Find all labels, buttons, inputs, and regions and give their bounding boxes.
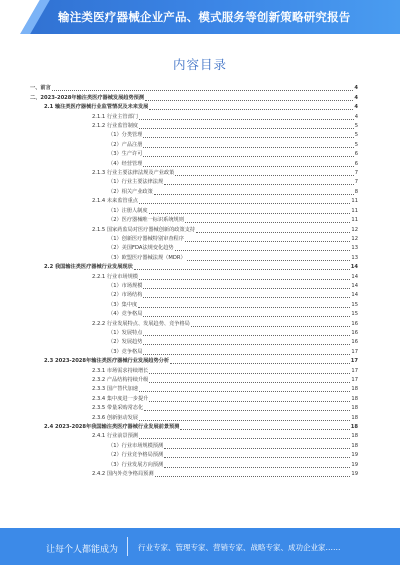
toc-entry[interactable] (30, 93, 358, 102)
toc-entry-title: 2.3.3 国产替代加速 (92, 386, 138, 393)
toc-dot-leader (143, 335, 350, 336)
toc-entry-title: （2）产品注册 (108, 141, 143, 148)
toc-entry[interactable] (30, 197, 358, 206)
toc-entry-title: （3）竞争格局 (108, 348, 143, 355)
toc-entry-title: 2.3.1 市场需求持续增长 (92, 367, 149, 374)
toc-entry-title: 2.1.2 行业监管制度 (92, 123, 138, 130)
toc-page-number: 18 (351, 395, 358, 402)
toc-page-number: 17 (351, 348, 358, 355)
toc-entry-title: 2.1.5 国家药监局对医疗器械创新的政策支持 (92, 226, 196, 233)
toc-page-number: 12 (351, 235, 358, 242)
toc-entry[interactable] (30, 244, 358, 253)
toc-entry-title: （1）分类管理 (108, 132, 143, 139)
toc-dot-leader (180, 429, 349, 430)
toc-page-number: 18 (351, 442, 358, 449)
toc-entry-title: （1）发展特点 (108, 329, 143, 336)
toc-dot-leader (139, 438, 350, 439)
toc-dot-leader (143, 147, 353, 148)
toc-page-number: 18 (351, 386, 358, 393)
toc-entry-title: （4）竞争格局 (108, 311, 143, 318)
toc-page-number: 18 (351, 414, 358, 421)
toc-entry[interactable] (30, 338, 358, 347)
toc-dot-leader (187, 260, 351, 261)
toc-entry-title: 2.3.4 集中度进一步提升 (92, 395, 149, 402)
toc-page-number: 4 (354, 85, 358, 92)
toc-dot-leader (191, 326, 351, 327)
toc-page-number: 14 (351, 273, 358, 280)
toc-dot-leader (155, 476, 351, 477)
toc-entry[interactable] (30, 206, 358, 215)
toc-page-number: 16 (351, 329, 358, 336)
toc-page-number: 15 (351, 301, 358, 308)
toc-entry-title: （2）医疗器械唯一标识系统规则 (108, 217, 184, 224)
toc-page-number: 7 (354, 170, 358, 177)
footer-slogan: 让每个人都能成为 (46, 545, 119, 555)
toc-page-number: 15 (351, 311, 358, 318)
report-header-banner (0, 0, 400, 34)
toc-entry-title: 2.4.1 行业前景预测 (92, 433, 138, 440)
toc-entry[interactable] (30, 272, 358, 281)
toc-entry-title: 2.2.1 行业市场规模 (92, 273, 138, 280)
toc-entry[interactable] (30, 432, 358, 441)
toc-entry-title: （2）发展趋势 (108, 339, 143, 346)
toc-entry[interactable] (30, 178, 358, 187)
toc-entry-title: （1）注册人制度 (108, 207, 148, 214)
toc-dot-leader (164, 448, 350, 449)
toc-page-number: 7 (354, 179, 358, 186)
toc-entry-title: （2）市场结构 (108, 292, 143, 299)
toc-dot-leader (139, 420, 350, 421)
toc-entry-title: 2.4 2023-2028年我国输注类医疗器械行业发展前景预测 (44, 424, 180, 431)
toc-dot-leader (145, 100, 353, 101)
toc-entry[interactable] (30, 216, 358, 225)
footer-tagline: 行业专家、管理专家、营销专家、战略专家、成功企业家…… (138, 543, 341, 552)
toc-entry[interactable] (30, 385, 358, 394)
toc-dot-leader (143, 288, 350, 289)
toc-entry[interactable] (30, 131, 358, 140)
toc-page-number: 11 (351, 207, 358, 214)
toc-entry-title: 2.3.6 创新驱动发展 (92, 414, 138, 421)
toc-dot-leader (149, 401, 350, 402)
toc-dot-leader (196, 232, 350, 233)
toc-page-number: 16 (351, 320, 358, 327)
toc-dot-leader (154, 194, 354, 195)
toc-page-number: 16 (351, 339, 358, 346)
toc-dot-leader (143, 316, 350, 317)
toc-entry[interactable] (30, 103, 358, 112)
toc-page-number: 18 (351, 433, 358, 440)
toc-entry-title: 2.3.2 产品结构持续升级 (92, 377, 149, 383)
toc-page-number: 4 (354, 104, 358, 111)
toc-entry-title: 2.4.2 国内外竞争格局预测 (92, 471, 154, 478)
toc-dot-leader (164, 457, 350, 458)
toc-page-number: 6 (354, 151, 358, 158)
toc-dot-leader (139, 128, 354, 129)
toc-page-number: 13 (351, 254, 358, 261)
toc-entry[interactable] (30, 253, 358, 262)
toc-dot-leader (170, 363, 350, 364)
toc-entry-title: （2）相关产业政策 (108, 188, 153, 195)
toc-dot-leader (139, 203, 350, 204)
toc-page-number: 11 (351, 198, 358, 205)
toc-entry-title: 二、2023-2028年输注类医疗器械发展趋势预测 (30, 94, 145, 101)
toc-dot-leader (138, 307, 350, 308)
toc-page-number: 19 (351, 471, 358, 478)
toc-page-number: 8 (354, 188, 358, 195)
toc-entry-title: 2.2 我国输注类医疗器械行业发展现状 (44, 264, 133, 271)
toc-entry-title: 2.1.4 未来监管重点 (92, 198, 138, 205)
footer-divider (127, 537, 128, 556)
toc-dot-leader (164, 184, 354, 185)
toc-dot-leader (139, 119, 354, 120)
toc-entry-title: 2.1.3 行业主要法律法规及产业政策 (92, 170, 175, 177)
toc-entry[interactable] (30, 150, 358, 159)
toc-page-number: 5 (354, 141, 358, 148)
toc-page-number: 12 (351, 226, 358, 233)
toc-page-number: 14 (351, 292, 358, 299)
toc-entry[interactable] (30, 140, 358, 149)
toc-page-number: 19 (351, 452, 358, 459)
toc-page-number: 5 (354, 132, 358, 139)
toc-dot-leader (185, 222, 350, 223)
toc-entry[interactable] (30, 451, 358, 460)
toc-dot-leader (149, 213, 351, 214)
toc-page-number: 13 (351, 245, 358, 252)
toc-dot-leader (185, 241, 350, 242)
toc-page-number: 18 (350, 424, 358, 431)
toc-dot-leader (143, 166, 353, 167)
toc-entry[interactable] (30, 357, 358, 366)
toc-dot-leader (149, 382, 350, 383)
toc-entry[interactable] (30, 282, 358, 291)
toc-entry[interactable] (30, 376, 358, 385)
toc-page-number: 11 (351, 217, 358, 224)
toc-page-number: 17 (350, 358, 358, 365)
toc-dot-leader (134, 269, 350, 270)
toc-entry-title: 2.2.2 行业发展特点、发展趋势、竞争格局 (92, 320, 190, 327)
toc-entry[interactable] (30, 263, 358, 272)
toc-entry-title: （3）行业发展方向预测 (108, 461, 164, 468)
toc-entry[interactable] (30, 169, 358, 178)
toc-entry-title: 2.3.5 带量采购常态化 (92, 405, 144, 412)
toc-page-number: 14 (351, 282, 358, 289)
toc-entry[interactable] (30, 187, 358, 196)
footer-banner (0, 528, 400, 565)
toc-dot-leader (144, 410, 350, 411)
toc-dot-leader (149, 109, 353, 110)
toc-dot-leader (143, 156, 353, 157)
toc-entry-title: 一、前言 (30, 85, 51, 92)
toc-dot-leader (139, 391, 350, 392)
toc-entry-title: 2.3 2023-2028年输注类医疗器械行业发展趋势分析 (44, 358, 170, 365)
toc-dot-leader (143, 354, 350, 355)
toc-dot-leader (143, 297, 350, 298)
toc-dot-leader (164, 467, 350, 468)
toc-entry-title: （3）集中度 (108, 301, 138, 308)
toc-page-number: 17 (351, 367, 358, 374)
toc-entry[interactable] (30, 122, 358, 131)
toc-entry[interactable] (30, 470, 358, 479)
toc-page-number: 4 (354, 94, 358, 101)
toc-entry[interactable] (30, 225, 358, 234)
toc-page-number: 6 (354, 160, 358, 167)
toc-entry-title: 2.1 输注类医疗器械行业监管情况及未来发展 (44, 104, 149, 111)
toc-entry[interactable] (30, 319, 358, 328)
toc-entry[interactable] (30, 310, 358, 319)
toc-dot-leader (143, 344, 350, 345)
toc-entry[interactable] (30, 347, 358, 356)
toc-entry-title: （1）创新医疗器械特别审查程序 (108, 235, 184, 242)
toc-page-number: 4 (354, 113, 358, 120)
toc-entry[interactable] (30, 291, 358, 300)
toc-entry[interactable] (30, 329, 358, 338)
toc-page-number: 19 (351, 461, 358, 468)
toc-dot-leader (52, 90, 354, 91)
toc-entry[interactable] (30, 366, 358, 375)
toc-entry-title: （3）生产许可 (108, 151, 143, 158)
toc-entry-title: （3）欧盟医疗器械法规（MDR） (108, 254, 186, 261)
table-of-contents (30, 84, 358, 479)
toc-entry-title: （2）行业竞争格局预测 (108, 452, 164, 459)
toc-page-number: 17 (351, 377, 358, 383)
toc-dot-leader (139, 279, 350, 280)
toc-dot-leader (175, 175, 353, 176)
toc-entry[interactable] (30, 394, 358, 403)
toc-entry[interactable] (30, 413, 358, 422)
toc-entry-title: （4）经营管理 (108, 160, 143, 167)
toc-entry[interactable] (30, 235, 358, 244)
toc-entry[interactable] (30, 84, 358, 93)
toc-entry[interactable] (30, 300, 358, 309)
toc-page-number: 5 (354, 123, 358, 130)
report-title: 输注类医疗器械企业产品、模式服务等创新策略研究报告 (58, 10, 351, 24)
toc-entry-title: （2）美国FDA法规变化趋势 (108, 245, 174, 252)
toc-entry-title: （1）市场规模 (108, 282, 143, 289)
toc-dot-leader (143, 137, 353, 138)
toc-entry[interactable] (30, 159, 358, 168)
toc-entry[interactable] (30, 112, 358, 121)
toc-entry-title: （1）行业主要法律法规 (108, 179, 164, 186)
toc-entry[interactable] (30, 404, 358, 413)
toc-entry[interactable] (30, 460, 358, 469)
toc-entry[interactable] (30, 423, 358, 432)
toc-dot-leader (175, 250, 351, 251)
toc-heading: 内容目录 (172, 57, 227, 72)
toc-dot-leader (149, 373, 350, 374)
toc-entry-title: 2.1.1 行业主管部门 (92, 113, 138, 120)
toc-page-number: 14 (350, 264, 358, 271)
toc-page-number: 18 (351, 405, 358, 412)
toc-entry-title: （1）行业市场规模预测 (108, 442, 164, 449)
toc-entry[interactable] (30, 441, 358, 450)
